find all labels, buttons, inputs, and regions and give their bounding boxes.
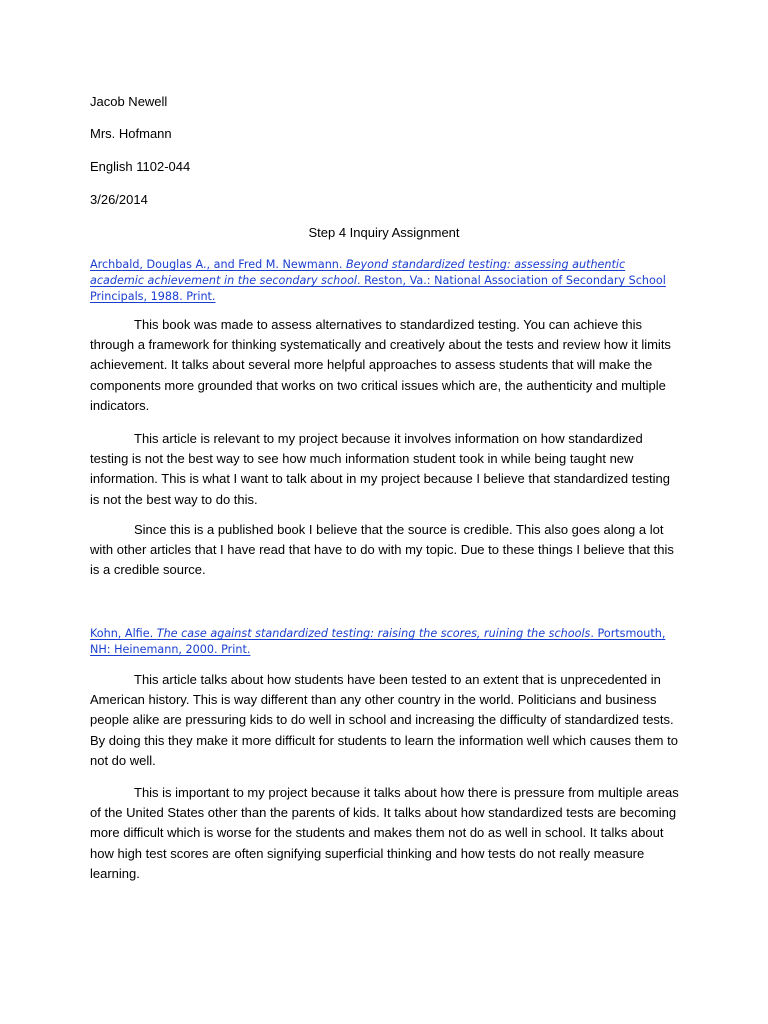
citation-publication: . Reston, Va.: National Association of Secondary School Principals, 1988. Print. <box>90 274 666 303</box>
paragraph-summary-2: This article talks about how students have been tested to an extent that is unprecedented in American history. This is way different than any other country in the world. Politicians and business people alike are pressuring kids to do well in school and increasing the difficulty of standardized tests. By doing this they make it more difficult for students to learn the information well which causes them to not do well. <box>90 672 678 768</box>
page-title: Step 4 Inquiry Assignment <box>308 225 460 240</box>
paragraph-relevance-2: This is important to my project because it talks about how there is pressure from multiple areas of the United States other than the parents of kids. It talks about how standardized tests are becoming more difficult which is worse for the students and makes them not do as well in school. It talks about how high test scores are often signifying superficial thinking and how tests do not really measure learning. <box>90 785 679 881</box>
paragraph-relevance-1: This article is relevant to my project because it involves information on how standardized testing is not the best way to see how much information student took in while being taught new information. This is what I want to talk about in my project because I believe that standardized testing is not the best way to do this. <box>90 431 671 507</box>
course-name: English 1102-044 <box>90 159 191 174</box>
citation-work-title: Beyond standardized testing: assessing authentic academic achievement in the secondary school <box>90 258 626 287</box>
author-name: Jacob Newell <box>90 94 168 109</box>
paragraph-summary-1: This book was made to assess alternatives to standardized testing. You can achieve this through a framework for thinking systematically and creatively about the tests and review how it limits achievement. It talks about several more helpful approaches to assess students that will make the components more grounded that works on two critical issues which are, the authenticity and multiple indicators. <box>90 317 671 413</box>
paragraph-credibility-1: Since this is a published book I believe that the source is credible. This also goes along a lot with other articles that I have read that have to do with my topic. Due to these things I believe that this is a credible source. <box>90 522 674 578</box>
citation-link-1[interactable] <box>90 257 680 305</box>
citation-authors: Archbald, Douglas A., and Fred M. Newmann. <box>90 258 346 271</box>
citation-work-title: The case against standardized testing: raising the scores, ruining the schools <box>156 627 591 640</box>
citation-link-2[interactable] <box>90 626 680 658</box>
citation-authors: Kohn, Alfie. <box>90 627 157 640</box>
citation-publication: . Portsmouth, NH: Heinemann, 2000. Print. <box>90 627 666 656</box>
teacher-name: Mrs. Hofmann <box>90 126 172 141</box>
date-line: 3/26/2014 <box>90 192 148 207</box>
